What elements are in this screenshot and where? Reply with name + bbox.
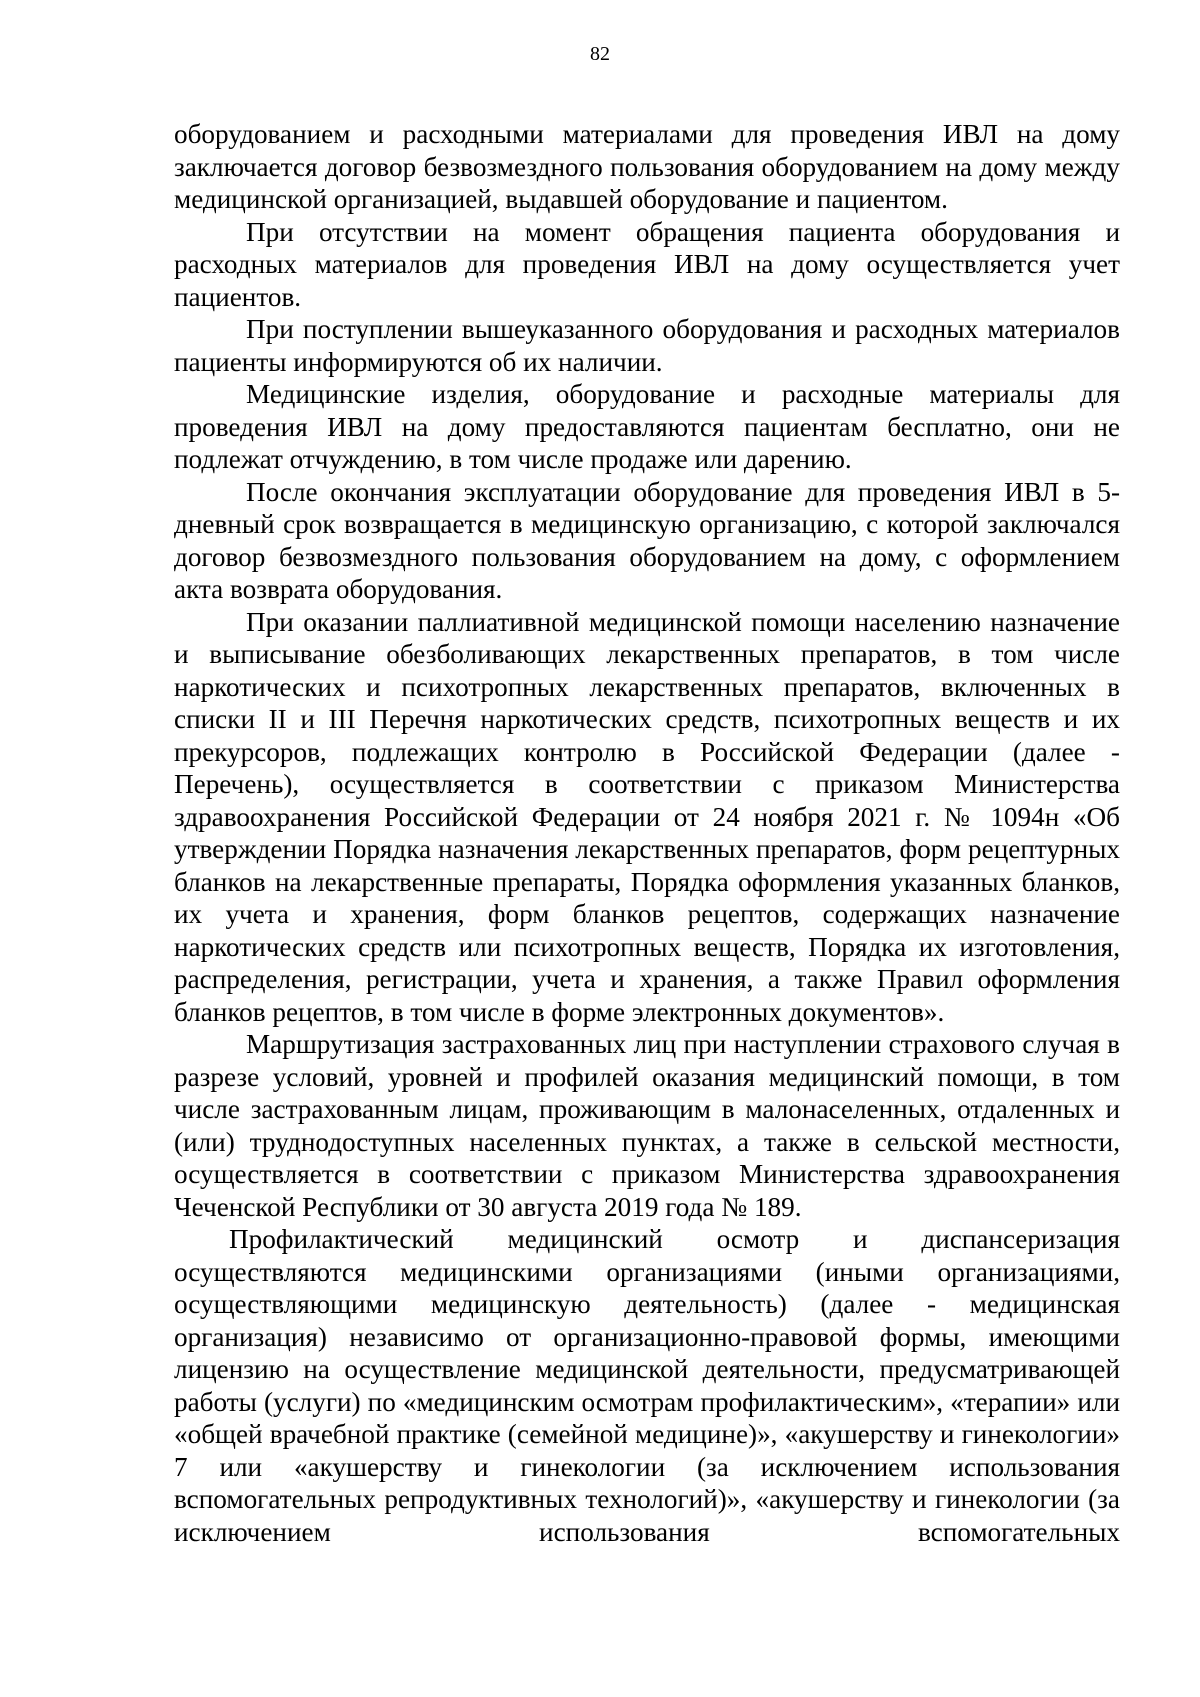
paragraph-1: оборудованием и расходными материалами для проведения ИВЛ на дому заключается договор безвозмездного пользования оборудованием на дому между медицинской организацией, выдавшей оборудование и пациентом.: [174, 119, 1120, 214]
page-number: 82: [590, 43, 610, 65]
paragraph-8: Профилактический медицинский осмотр и диспансеризация осуществляются медицинскими организациями (иными организациями, осуществляющими медицинскую деятельность) (далее - медицинская организация) независимо от организационно-правовой формы, имеющими лицензию на осуществление медицинской деятельности, предусматривающей работы (услуги) по «медицинским осмотрам профилактическим», «терапии» или «общей врачебной практике (семейной медицине)», «акушерству и гинекологии» 7 или «акушерству и гинекологии (за исключением использования вспомогательных репродуктивных технологий)», «акушерству и гинекологии (за исключением использования вспомогательных: [174, 1224, 1120, 1547]
document-body: [174, 118, 1120, 1548]
paragraph-7: Маршрутизация застрахованных лиц при наступлении страхового случая в разрезе условий, уровней и профилей оказания медицинский помощи, в том числе застрахованным лицам, проживающим в малонаселенных, отдаленных и (или) труднодоступных населенных пунктах, а также в сельской местности, осуществляется в соответствии с приказом Министерства здравоохранения Чеченской Республики от 30 августа 2019 года № 189.: [174, 1029, 1120, 1222]
paragraph-6: При оказании паллиативной медицинской помощи населению назначение и выписывание обезболивающих лекарственных препаратов, в том числе наркотических и психотропных лекарственных препаратов, включенных в списки II и III Перечня наркотических средств, психотропных веществ и их прекурсоров, подлежащих контролю в Российской Федерации (далее - Перечень), осуществляется в соответствии с приказом Министерства здравоохранения Российской Федерации от 24 ноября 2021 г. № 1094н «Об утверждении Порядка назначения лекарственных препаратов, форм рецептурных бланков на лекарственные препараты, Порядка оформления указанных бланков, их учета и хранения, форм бланков рецептов, содержащих назначение наркотических средств или психотропных веществ, Порядка их изготовления, распределения, регистрации, учета и хранения, а также Правил оформления бланков рецептов, в том числе в форме электронных документов».: [174, 606, 1120, 1027]
paragraph-2: При отсутствии на момент обращения пациента оборудования и расходных материалов для проведения ИВЛ на дому осуществляется учет пациентов.: [174, 216, 1120, 312]
paragraph-5: После окончания эксплуатации оборудование для проведения ИВЛ в 5-дневный срок возвращается в медицинскую организацию, с которой заключался договор безвозмездного пользования оборудованием на дому, с оформлением акта возврата оборудования.: [174, 476, 1120, 604]
paragraph-3: При поступлении вышеуказанного оборудования и расходных материалов пациенты информируются об их наличии.: [174, 314, 1120, 377]
paragraph-4: Медицинские изделия, оборудование и расходные материалы для проведения ИВЛ на дому предоставляются пациентам бесплатно, они не подлежат отчуждению, в том числе продаже или дарению.: [174, 379, 1120, 474]
